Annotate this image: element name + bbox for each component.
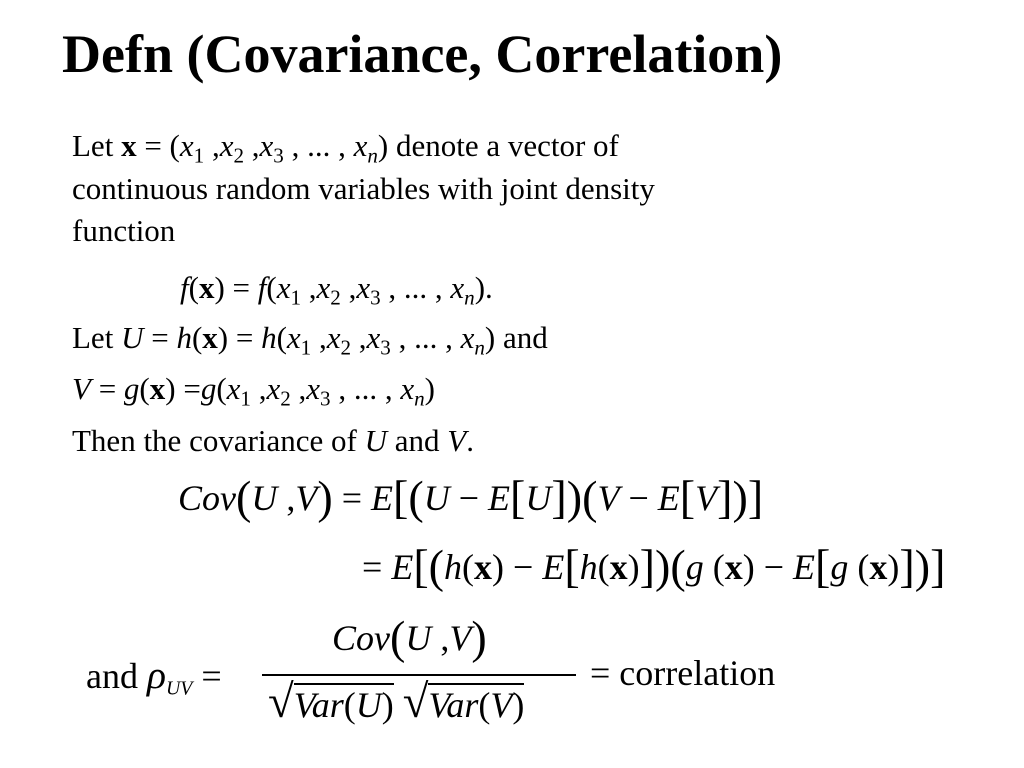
v-symbol: V: [447, 423, 467, 458]
correlation-result: = correlation: [590, 653, 776, 693]
slide-title: Defn (Covariance, Correlation): [62, 24, 783, 84]
u-symbol: U: [364, 423, 388, 458]
density-equation: $f(x) = f(x_1$ $,x_2$ $,x_3$ , ... , $x_n$).: [180, 270, 493, 310]
and-word-2: and: [394, 423, 440, 458]
then-line: [72, 421, 474, 461]
u-definition: Let $U = h(x) = h(x_1$ $,x_2$ $,x_3$ , ... , $x_n$) and: [72, 320, 548, 360]
intro-tail: denote a vector of: [395, 128, 619, 163]
intro-line-3: function: [72, 213, 176, 248]
covariance-equation-1: Cov(U ,V) = E[(U − E[U])(V − E[V])]: [178, 471, 764, 523]
correlation-equation: and $\rho_{UV}$ =: [86, 653, 222, 700]
let-word-2: Let: [72, 320, 114, 355]
correlation-numerator: Cov(U ,V): [332, 611, 487, 663]
correlation-denominator: √Var(U) √Var(V): [268, 676, 525, 728]
and-word-3: and: [86, 656, 138, 696]
equals-sign: =: [144, 128, 162, 163]
let-word: Let: [72, 128, 114, 163]
v-definition: $V = g(x) =g(x_1$ $,x_2$ $,x_3$ , ... , $x_n$): [72, 371, 435, 411]
period: .: [466, 423, 474, 458]
then-text: Then the covariance of: [72, 423, 357, 458]
intro-line-1: [72, 126, 619, 166]
vector-args: ($x_1$ $,x_2$ $,x_3$ , ... , $x_n$): [169, 128, 389, 168]
covariance-equation-2: = E[(h(x) − E[h(x)])(g (x) − E[g (x)])]: [362, 540, 946, 592]
and-word: and: [502, 320, 548, 355]
vector-symbol: x: [121, 128, 137, 163]
intro-line-2: continuous random variables with joint density: [72, 171, 655, 206]
